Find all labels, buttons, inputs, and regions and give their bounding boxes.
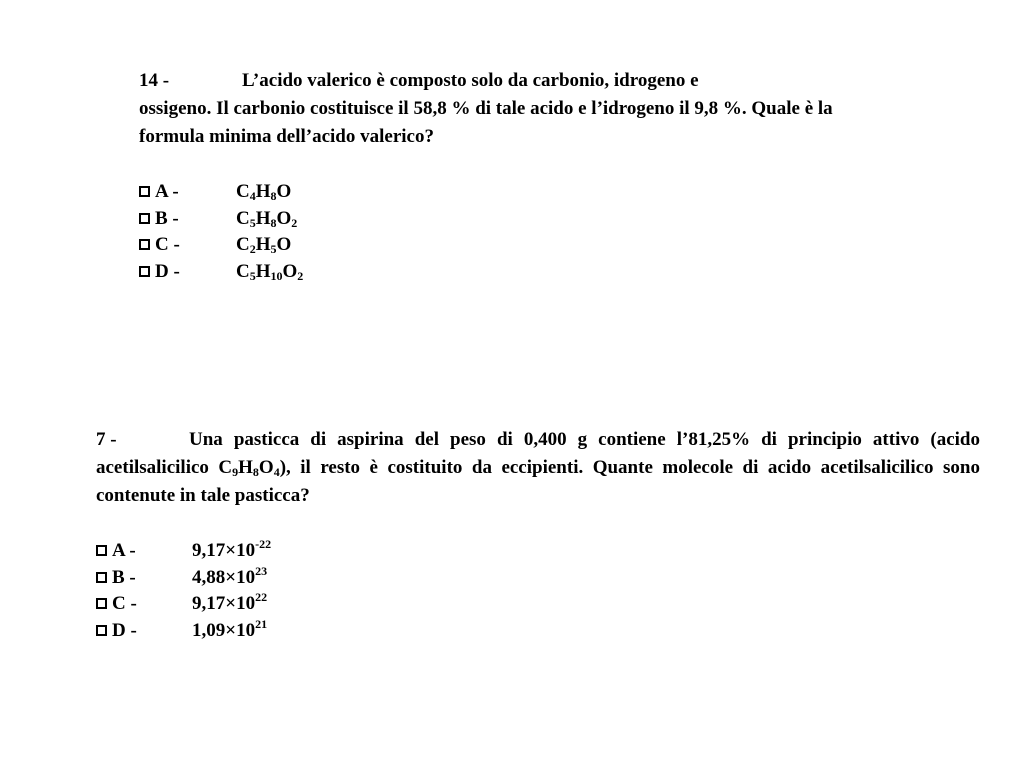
option-label: B - xyxy=(155,207,179,229)
option-label: A - xyxy=(155,181,179,202)
formula-symbol: O xyxy=(258,457,274,478)
question-7 xyxy=(96,426,980,644)
option-label: C - xyxy=(155,234,180,255)
formula-subscript: 9 xyxy=(232,465,239,479)
option-b[interactable] xyxy=(139,206,879,233)
formula-symbol: C xyxy=(236,207,250,229)
question-7-text xyxy=(96,426,980,510)
option-mantissa: 9,17×10 xyxy=(192,593,256,614)
option-exponent: 21 xyxy=(255,616,268,631)
question-text-a: Una pasticca di aspirina del peso di 0,400 g contiene l’81,25% di principio attivo (acido acetilsalicilico xyxy=(96,429,980,478)
option-label: A - xyxy=(112,540,136,561)
checkbox[interactable] xyxy=(139,186,150,197)
option-mantissa: 9,17×10 xyxy=(192,540,256,561)
option-label: D - xyxy=(155,260,180,282)
formula-symbol: H xyxy=(255,260,271,282)
formula-subscript: 5 xyxy=(249,215,256,230)
option-c[interactable] xyxy=(96,591,980,618)
formula-subscript: 8 xyxy=(252,465,259,479)
checkbox[interactable] xyxy=(96,572,107,583)
formula-subscript: 8 xyxy=(270,189,277,203)
option-formula xyxy=(236,234,291,255)
option-mantissa: 4,88×10 xyxy=(192,566,256,588)
option-exponent: 22 xyxy=(255,590,268,604)
option-d[interactable] xyxy=(139,259,879,286)
formula-symbol: C xyxy=(236,181,250,202)
answer-options xyxy=(96,538,980,644)
formula-symbol: O xyxy=(276,181,292,202)
question-text-b: ), il resto è costituito da eccipienti. Quante molecole di acido acetilsalicilico sono contenute in tale pasticca? xyxy=(96,457,980,506)
option-label: B - xyxy=(112,566,136,588)
formula-subscript: 8 xyxy=(270,215,277,230)
formula-subscript: 5 xyxy=(249,268,256,283)
checkbox[interactable] xyxy=(96,625,107,636)
formula-subscript: 2 xyxy=(291,215,298,230)
formula-symbol: O xyxy=(276,207,292,229)
question-text-rest: ossigeno. Il carbonio costituisce il 58,8 % di tale acido e l’idrogeno il 9,8 %. Quale è la formula minima dell’acido valerico? xyxy=(139,98,833,147)
question-14 xyxy=(139,67,879,285)
formula-symbol: O xyxy=(282,260,298,282)
aspirin-formula xyxy=(218,457,279,478)
checkbox[interactable] xyxy=(139,266,150,277)
option-a[interactable] xyxy=(96,538,980,565)
formula-symbol: C xyxy=(236,234,250,255)
option-label: C - xyxy=(112,593,137,614)
formula-subscript: 4 xyxy=(249,189,256,203)
formula-symbol: H xyxy=(255,207,271,229)
formula-subscript: 4 xyxy=(273,465,280,479)
question-number: 14 - xyxy=(139,70,170,91)
option-d[interactable] xyxy=(96,618,980,645)
option-mantissa: 1,09×10 xyxy=(192,619,256,641)
formula-subscript: 10 xyxy=(270,268,283,283)
option-formula xyxy=(236,261,303,282)
formula-symbol: O xyxy=(276,234,292,255)
formula-symbol: H xyxy=(238,457,253,478)
option-c[interactable] xyxy=(139,232,879,259)
checkbox[interactable] xyxy=(96,545,107,556)
question-text-line1: L’acido valerico è composto solo da carbonio, idrogeno e xyxy=(242,70,699,91)
formula-symbol: C xyxy=(236,260,250,282)
option-exponent: 23 xyxy=(255,563,268,578)
question-14-text xyxy=(139,67,879,151)
formula-subscript: 2 xyxy=(297,268,304,283)
option-exponent: -22 xyxy=(255,537,272,551)
option-formula xyxy=(236,181,291,202)
formula-symbol: H xyxy=(255,234,271,255)
option-a[interactable] xyxy=(139,179,879,206)
formula-subscript: 2 xyxy=(249,242,256,256)
checkbox[interactable] xyxy=(139,213,150,224)
answer-options xyxy=(139,179,879,285)
formula-symbol: C xyxy=(218,457,233,478)
option-label: D - xyxy=(112,619,137,641)
checkbox[interactable] xyxy=(139,239,150,250)
formula-subscript: 5 xyxy=(270,242,277,256)
option-formula xyxy=(236,208,297,229)
option-b[interactable] xyxy=(96,565,980,592)
question-number: 7 - xyxy=(96,429,117,450)
checkbox[interactable] xyxy=(96,598,107,609)
formula-symbol: H xyxy=(255,181,271,202)
